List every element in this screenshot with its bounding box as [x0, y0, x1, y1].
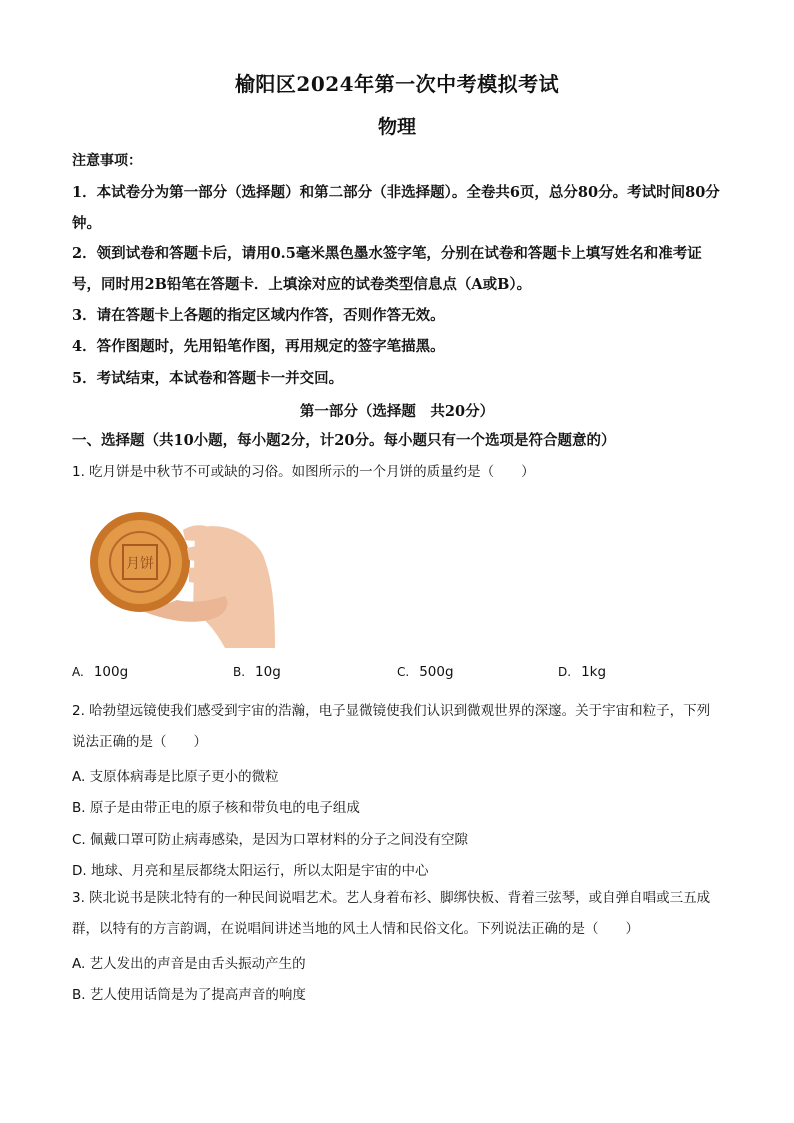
note-item-1: 1．本试卷分为第一部分（选择题）和第二部分（非选择题）。全卷共6页，总分80分。考试时间80分钟。: [72, 184, 720, 232]
option-text: 地球、月亮和星辰都绕太阳运行，所以太阳是宇宙的中心: [90, 863, 429, 879]
option-letter: A.: [72, 769, 86, 785]
question-3-option-a[interactable]: [72, 952, 306, 972]
question-2-stem: 2. 哈勃望远镜使我们感受到宇宙的浩瀚，电子显微镜使我们认识到微观世界的深邃。关于宇宙和粒子，下列说法正确的是（ ）: [72, 703, 711, 750]
option-letter: D.: [558, 665, 572, 679]
option-text: 支原体病毒是比原子更小的微粒: [89, 769, 279, 785]
question-1-stem: 1. 吃月饼是中秋节不可或缺的习俗。如图所示的一个月饼的质量约是（ ）: [72, 464, 535, 480]
option-letter: A.: [72, 665, 84, 679]
question-1-option-b[interactable]: [233, 664, 281, 680]
option-text: 1kg: [581, 664, 607, 680]
option-text: 艺人发出的声音是由舌头振动产生的: [89, 956, 306, 972]
note-item-4: 4．答作图题时，先用铅笔作图，再用规定的签字笔描黑。: [72, 338, 445, 355]
question-2-option-b[interactable]: [72, 796, 360, 816]
option-text: 佩戴口罩可防止病毒感染，是因为口罩材料的分子之间没有空隙: [90, 832, 469, 848]
question-3-stem: 3. 陕北说书是陕北特有的一种民间说唱艺术。艺人身着布衫、脚绑快板、背着三弦琴，或自弹自唱或三五成群，以特有的方言韵调，在说唱间讲述当地的风土人情和民俗文化。下列说法正确的是（ ）: [72, 890, 711, 937]
option-letter: C.: [72, 832, 86, 848]
option-text: 10g: [255, 664, 281, 680]
option-text: 原子是由带正电的原子核和带负电的电子组成: [89, 800, 360, 816]
note-item-2: 2．领到试卷和答题卡后，请用0.5毫米黑色墨水签字笔，分别在试卷和答题卡上填写姓名和准考证号，同时用2B铅笔在答题卡．上填涂对应的试卷类型信息点（A或B）。: [72, 245, 702, 293]
option-letter: A.: [72, 956, 86, 972]
question-1-option-d[interactable]: [558, 664, 606, 680]
question-3-option-b[interactable]: [72, 983, 306, 1003]
option-letter: B.: [72, 800, 86, 816]
mooncake-stamp-text: 月饼: [126, 556, 154, 572]
option-letter: B.: [233, 665, 246, 679]
hand-shape: [193, 526, 275, 648]
option-text: 艺人使用话筒是为了提高声音的响度: [89, 987, 306, 1003]
exam-title: 榆阳区2024年第一次中考模拟考试: [234, 72, 560, 96]
option-letter: D.: [72, 863, 87, 879]
note-item-5: 5．考试结束，本试卷和答题卡一并交回。: [72, 370, 344, 387]
question-1-option-c[interactable]: [397, 664, 454, 680]
question-1-option-a[interactable]: [72, 664, 128, 680]
notes-heading: 注意事项：: [72, 153, 142, 169]
question-2-option-c[interactable]: [72, 828, 468, 848]
section-title: 第一部分（选择题 共20分）: [299, 403, 495, 420]
option-text: 100g: [93, 664, 129, 680]
option-letter: C.: [397, 665, 410, 679]
question-2-option-a[interactable]: [72, 765, 279, 785]
mooncake-in-hand-image: [85, 500, 275, 648]
option-text: 500g: [419, 664, 454, 680]
option-letter: B.: [72, 987, 86, 1003]
subject-title: 物理: [377, 116, 416, 138]
part-heading: 一、选择题（共10小题，每小题2分，计20分。每小题只有一个选项是符合题意的）: [72, 432, 616, 449]
note-item-3: 3．请在答题卡上各题的指定区域内作答，否则作答无效。: [72, 307, 445, 324]
question-2-option-d[interactable]: [72, 859, 428, 879]
